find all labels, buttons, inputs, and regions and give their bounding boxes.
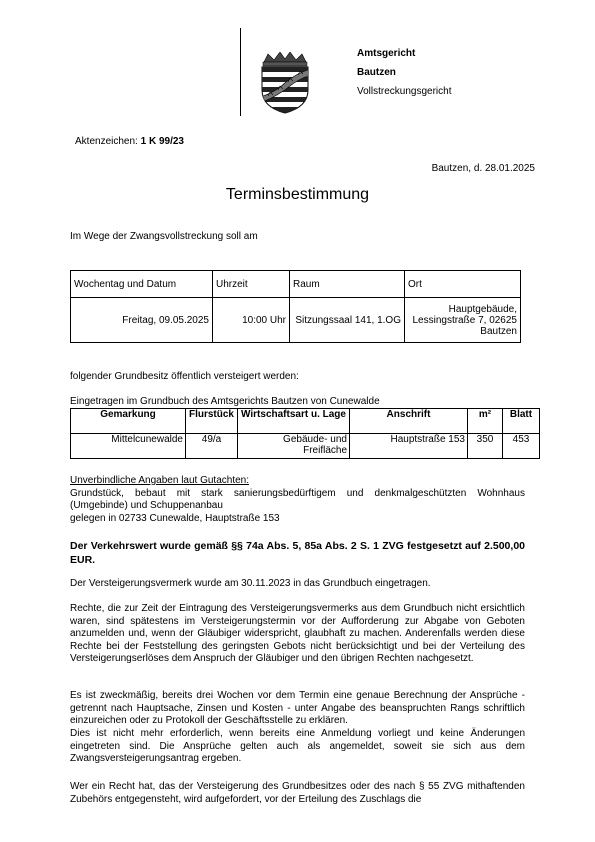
auction-text: folgender Grundbesitz öffentlich versteigert werden: xyxy=(70,371,299,382)
table-header-cell: m² xyxy=(468,409,503,434)
document-date: Bautzen, d. 28.01.2025 xyxy=(431,163,535,174)
objection-paragraph: Wer ein Recht hat, das der Versteigerung des Grundbesitzes oder des nach § 55 ZVG mithaftenden Zubehörs entgegensteht, wird aufgefordert, vor der Erteilung des Zuschlags die xyxy=(70,781,525,805)
table-cell: 350 xyxy=(468,434,503,459)
table-cell: Mittelcunewalde xyxy=(71,434,186,459)
market-value-statement: Der Verkehrswert wurde gemäß §§ 74a Abs. 5, 85a Abs. 2 S. 1 ZVG festgesetzt auf 2.500,00 EUR. xyxy=(70,540,525,566)
table-cell: 49/a xyxy=(186,434,238,459)
table-cell: Hauptstraße 153 xyxy=(350,434,468,459)
table-header-cell: Flurstück xyxy=(186,409,238,434)
expertise-description: Grundstück, bebaut mit stark sanierungsbedürftigem und denkmalgeschützten Wohnhaus (Umgebinde) und Schuppenanbau xyxy=(70,487,525,512)
table-header-row xyxy=(71,409,540,434)
court-name-block xyxy=(357,44,452,101)
header-divider xyxy=(240,28,241,116)
table-header-row xyxy=(71,271,521,298)
table-header-cell: Blatt xyxy=(503,409,540,434)
table-cell: Freitag, 09.05.2025 xyxy=(71,298,213,343)
table-header-cell: Ort xyxy=(405,271,521,298)
registry-note-paragraph: Der Versteigerungsvermerk wurde am 30.11.2023 in das Grundbuch eingetragen. xyxy=(70,578,431,589)
file-reference xyxy=(75,136,184,147)
table-cell: 10:00 Uhr xyxy=(213,298,290,343)
table-cell: Gebäude- und Freifläche xyxy=(238,434,350,459)
court-line-1: Amtsgericht xyxy=(357,48,416,59)
table-cell: Sitzungssaal 141, 1.OG xyxy=(290,298,405,343)
expertise-heading: Unverbindliche Angaben laut Gutachten: xyxy=(70,475,250,486)
saxony-coat-of-arms-icon xyxy=(256,52,314,114)
table-header-cell: Uhrzeit xyxy=(213,271,290,298)
table-row xyxy=(71,434,540,459)
table-header-cell: Wochentag und Datum xyxy=(71,271,213,298)
table-header-cell: Anschrift xyxy=(350,409,468,434)
advice-paragraph-1: Es ist zweckmäßig, bereits drei Wochen vor dem Termin eine genaue Berechnung der Ansprüche - getrennt nach Hauptsache, Zinsen und Kosten - unter Angabe des beanspruchten Rangs schriftlich einzureichen oder zu Protokoll der Geschäftsstelle zu erklären. xyxy=(70,690,525,727)
table-cell: Hauptgebäude, Lessingstraße 7, 02625 Bautzen xyxy=(405,298,521,343)
court-line-2: Bautzen xyxy=(357,67,396,78)
registry-line: Eingetragen im Grundbuch des Amtsgerichts Bautzen von Cunewalde xyxy=(70,396,380,407)
court-line-3: Vollstreckungsgericht xyxy=(357,86,452,97)
file-reference-label: Aktenzeichen: xyxy=(75,136,138,147)
expertise-location: gelegen in 02733 Cunewalde, Hauptstraße 153 xyxy=(70,512,280,524)
table-header-cell: Wirtschaftsart u. Lage xyxy=(238,409,350,434)
intro-text: Im Wege der Zwangsvollstreckung soll am xyxy=(70,231,258,242)
rights-paragraph: Rechte, die zur Zeit der Eintragung des Versteigerungsvermerks aus dem Grundbuch nicht ersichtlich waren, sind spätestens im Versteigerungstermin vor der Aufforderung zur Abgabe von Geboten anzumelden und, wenn der Gläubiger widerspricht, glaubhaft zu machen. Anderenfalls werden diese Rechte bei der Feststellung des geringsten Gebots nicht berücksichtigt und bei der Verteilung des Versteigerungserlöses dem Anspruch der Gläubiger und den übrigen Rechten nachgesetzt. xyxy=(70,603,525,665)
table-header-cell: Gemarkung xyxy=(71,409,186,434)
file-reference-value: 1 K 99/23 xyxy=(140,136,184,147)
table-header-cell: Raum xyxy=(290,271,405,298)
property-table xyxy=(70,408,540,459)
document-title: Terminsbestimmung xyxy=(225,186,370,203)
expertise-block xyxy=(70,475,525,525)
table-cell: 453 xyxy=(503,434,540,459)
advice-paragraph-2: Dies ist nicht mehr erforderlich, wenn bereits eine Anmeldung vorliegt und keine Änderungen eingetreten sind. Die Ansprüche gelten auch als angemeldet, soweit sie sich aus dem Zwangsversteigerungsantrag ergeben. xyxy=(70,728,525,765)
appointment-table xyxy=(70,270,521,343)
table-row xyxy=(71,298,521,343)
